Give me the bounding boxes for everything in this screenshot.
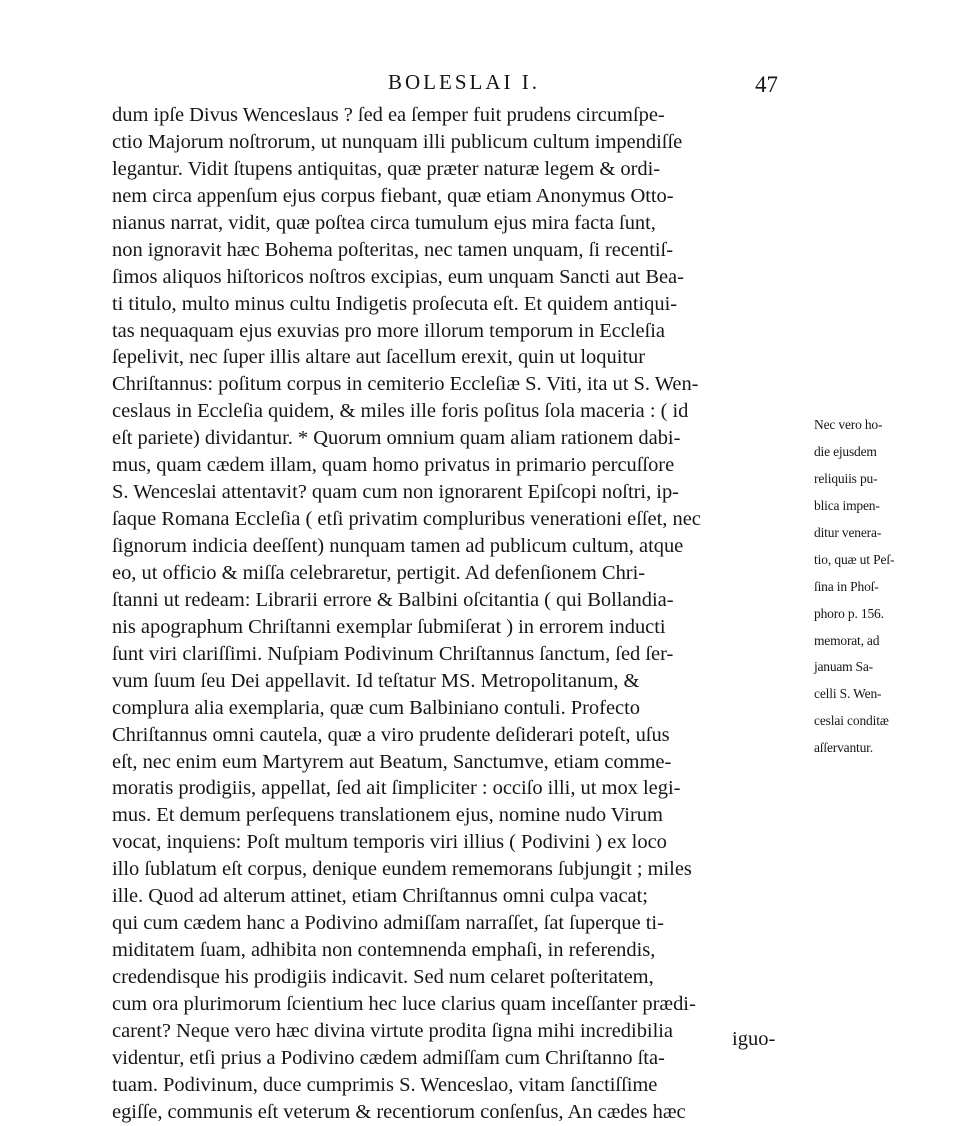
marginal-note-line: ditur venera- — [814, 524, 882, 540]
marginal-note-line: phoro p. 156. — [814, 605, 884, 621]
text-line: ſignorum indicia deeſſent) nunquam tamen ad publicum cultum, atque — [112, 535, 684, 557]
marginal-note-line: januam Sa- — [814, 659, 873, 675]
text-line: ceslaus in Eccleſia quidem, & miles ille foris poſitus ſola maceria : ( id — [112, 400, 689, 423]
text-line: vocat, inquiens: Poſt multum temporis viri illius ( Podivini ) ex loco — [112, 831, 667, 854]
text-line: nem circa appenſum ejus corpus fiebant, quæ etiam Anonymus Otto- — [112, 184, 674, 207]
text-line: Chriſtannus: poſitum corpus in cemiterio Eccleſiæ S. Viti, ita ut S. Wen- — [112, 373, 699, 396]
text-line: ti titulo, multo minus cultu Indigetis proſecuta eſt. Et quidem antiqui- — [112, 292, 678, 315]
text-line: ſepelivit, nec ſuper illis altare aut ſacellum erexit, quin ut loquitur — [112, 346, 646, 369]
text-line: mus. Et demum perſequens translationem ejus, nomine nudo Virum — [112, 804, 663, 827]
text-line: eſt, nec enim eum Martyrem aut Beatum, Sanctumve, etiam comme- — [112, 750, 672, 773]
marginal-note-line: blica impen- — [814, 497, 880, 513]
text-line: nianus narrat, vidit, quæ poſtea circa tumulum ejus mira facta ſunt, — [112, 211, 656, 234]
text-line: tas nequaquam ejus exuvias pro more illorum temporum in Eccleſia — [112, 319, 666, 342]
text-line: complura alia exemplaria, quæ cum Balbiniano contuli. Profecto — [112, 696, 640, 719]
text-line: ſaque Romana Eccleſia ( etſi privatim compluribus venerationi eſſet, nec — [112, 508, 701, 531]
text-line: non ignoravit hæc Bohema poſteritas, nec tamen unquam, ſi recentiſ- — [112, 238, 674, 261]
text-line: dum ipſe Divus Wenceslaus ? ſed ea ſemper fuit prudens circumſpe- — [112, 104, 665, 126]
page-number: 47 — [755, 72, 778, 97]
running-title: BOLESLAI I. — [388, 70, 540, 94]
text-line: cum ora plurimorum ſcientium hec luce clarius quam inceſſanter prædi- — [112, 992, 696, 1015]
text-line: credendisque his prodigiis indicavit. Sed num celaret poſteritatem, — [112, 966, 654, 988]
marginal-note-line: die ejusdem — [814, 443, 877, 459]
marginal-note-line: aſſervantur. — [814, 740, 873, 756]
text-line: videntur, etſi prius a Podivino cædem admiſſam cum Chriſtanno ſta- — [112, 1046, 665, 1069]
text-line: ſtanni ut redeam: Librarii errore & Balbini oſcitantia ( qui Bollandia- — [112, 588, 674, 611]
text-line: qui cum cædem hanc a Podivino admiſſam narraſſet, ſat ſuperque ti- — [112, 912, 664, 935]
text-line: S. Wenceslai attentavit? quam cum non ignorarent Epiſcopi noſtri, ip- — [112, 481, 679, 504]
marginal-note-line: Nec vero ho- — [814, 417, 883, 432]
marginal-note-line: tio, quæ ut Peſ- — [814, 551, 895, 567]
text-line: nis apographum Chriſtanni exemplar ſubmiſerat ) in errorem inducti — [112, 615, 666, 638]
text-line: ſimos aliquos hiſtoricos noſtros excipias, eum unquam Sancti aut Bea- — [112, 265, 684, 288]
marginal-note-line: reliquiis pu- — [814, 470, 878, 486]
marginal-note-line: memorat, ad — [814, 632, 880, 648]
text-line: mus, quam cædem illam, quam homo privatus in primario percuſſore — [112, 454, 675, 477]
text-line: eo, ut officio & miſſa celebraretur, pertigit. Ad defenſionem Chri- — [112, 561, 646, 584]
text-line: egiſſe, communis eſt veterum & recentiorum conſenſus, An cædes hæc — [112, 1100, 686, 1123]
text-line: moratis prodigiis, appellat, ſed ait ſimpliciter : occiſo illi, ut mox legi- — [112, 777, 681, 800]
catchword: iguo- — [732, 1028, 776, 1050]
text-line: vum ſuum ſeu Dei appellavit. Id teſtatur MS. Metropolitanum, & — [112, 669, 640, 692]
text-line: carent? Neque vero hæc divina virtute prodita ſigna mihi incredibilia — [112, 1019, 673, 1042]
main-text-block — [112, 102, 812, 1126]
marginal-note-line: celli S. Wen- — [814, 686, 882, 702]
text-line: legantur. Vidit ſtupens antiquitas, quæ præter naturæ legem & ordi- — [112, 157, 661, 180]
marginal-note-line: ceslai conditæ — [814, 713, 889, 729]
text-line: tuam. Podivinum, duce cumprimis S. Wenceslao, vitam ſanctiſſime — [112, 1073, 658, 1096]
marginal-note — [814, 412, 954, 762]
text-line: ille. Quod ad alterum attinet, etiam Chriſtannus omni culpa vacat; — [112, 885, 648, 908]
text-line: ctio Majorum noſtrorum, ut nunquam illi publicum cultum impendiſſe — [112, 130, 683, 153]
text-line: Chriſtannus omni cautela, quæ a viro prudente deſiderari poteſt, uſus — [112, 723, 670, 746]
text-line: eſt pariete) dividantur. * Quorum omnium quam aliam rationem dabi- — [112, 427, 681, 450]
text-line: miditatem ſuam, adhibita non contemnenda emphaſi, in referendis, — [112, 939, 656, 962]
running-head — [0, 70, 960, 104]
text-line: illo ſublatum eſt corpus, denique eundem rememorans ſubjungit ; miles — [112, 858, 692, 881]
marginal-note-line: ſina in Phoſ- — [814, 578, 879, 594]
text-line: ſunt viri clariſſimi. Nuſpiam Podivinum Chriſtannus ſanctum, ſed ſer- — [112, 642, 674, 665]
